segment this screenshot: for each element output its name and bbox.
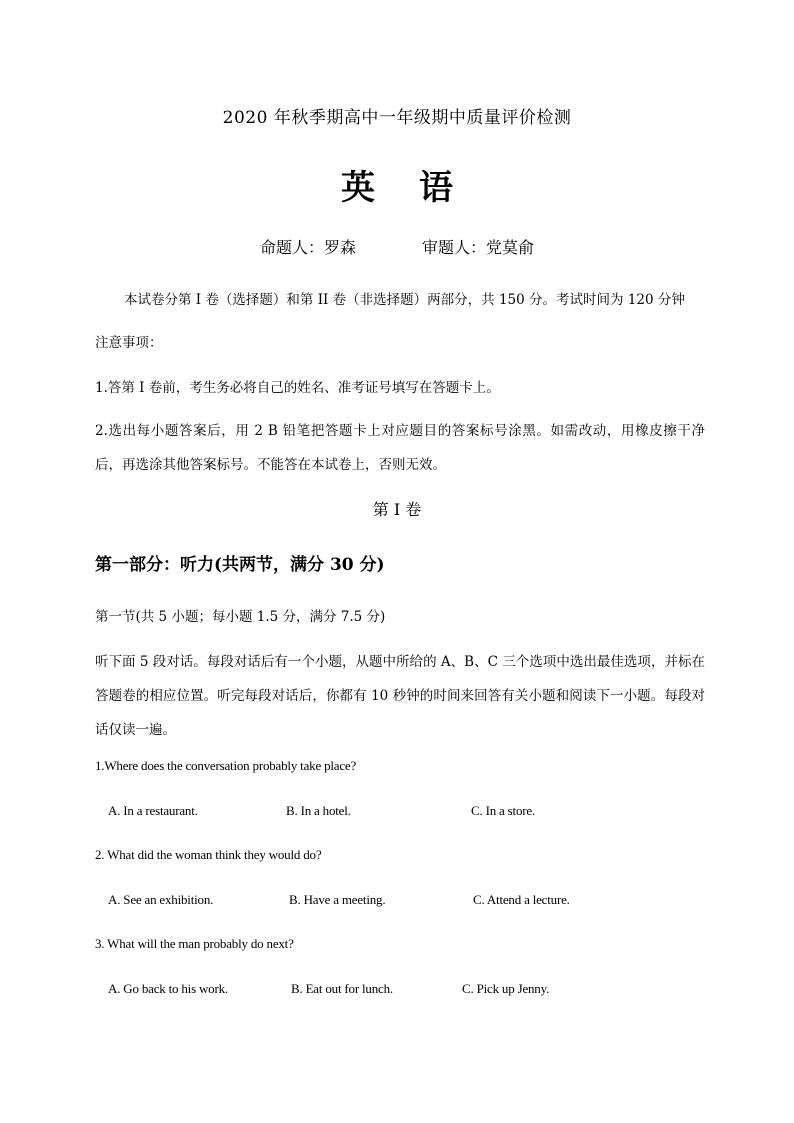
question-2-stem: 2. What did the woman think they would do? <box>95 847 322 862</box>
reviewer-name: 审题人：党莫俞 <box>422 238 535 257</box>
notice-title: 注意事项： <box>95 335 163 351</box>
exam-title: 2020 年秋季期高中一年级期中质量评价检测 <box>222 108 572 128</box>
question-1-option-a: A. In a restaurant. <box>108 803 198 818</box>
intro-paragraph: 本试卷分第 I 卷（选择题）和第 II 卷（非选择题）两部分，共 150 分。考试时间为 120 分钟 <box>124 292 685 308</box>
question-2-option-a: A. See an exhibition. <box>108 892 214 907</box>
subject-title <box>0 160 794 209</box>
notice-item-1: 1.答第 I 卷前，考生务必将自己的姓名、准考证号填写在答题卡上。 <box>95 380 500 396</box>
section-1-title: 第一节(共 5 小题；每小题 1.5 分，满分 7.5 分) <box>95 609 386 625</box>
question-1-option-b: B. In a hotel. <box>286 803 351 818</box>
question-3-option-a: A. Go back to his work. <box>108 981 228 996</box>
question-3-option-c: C. Pick up Jenny. <box>462 981 550 996</box>
notice-item-2: 2.选出每小题答案后，用 2 B 铅笔把答题卡上对应题目的答案标号涂黑。如需改动，用橡皮擦干净后，再选涂其他答案标号。不能答在本试卷上，否则无效。 <box>95 423 705 473</box>
listening-instructions: 听下面 5 段对话。每段对话后有一个小题，从题中所给的 A、B、C 三个选项中选出最佳选项，并标在答题卷的相应位置。听完每段对话后，你都有 10 秒钟的时间来回答有关小题和阅读下一小题。每段对话仅读一遍。 <box>95 654 705 738</box>
question-3-option-b: B. Eat out for lunch. <box>291 981 393 996</box>
question-2-option-c: C. Attend a lecture. <box>473 892 570 907</box>
question-1-option-c: C. In a store. <box>471 803 535 818</box>
authors-line <box>0 235 794 258</box>
question-1-stem: 1.Where does the conversation probably take place? <box>95 758 357 773</box>
part-1-title: 第一部分：听力(共两节，满分 30 分) <box>95 555 385 575</box>
setter-name: 命题人：罗森 <box>259 238 356 257</box>
subject-char-1: 英 <box>341 168 375 208</box>
question-3-stem: 3. What will the man probably do next? <box>95 936 294 951</box>
question-2-option-b: B. Have a meeting. <box>289 892 386 907</box>
subject-char-2: 语 <box>419 168 453 208</box>
volume-title: 第 I 卷 <box>372 500 422 519</box>
